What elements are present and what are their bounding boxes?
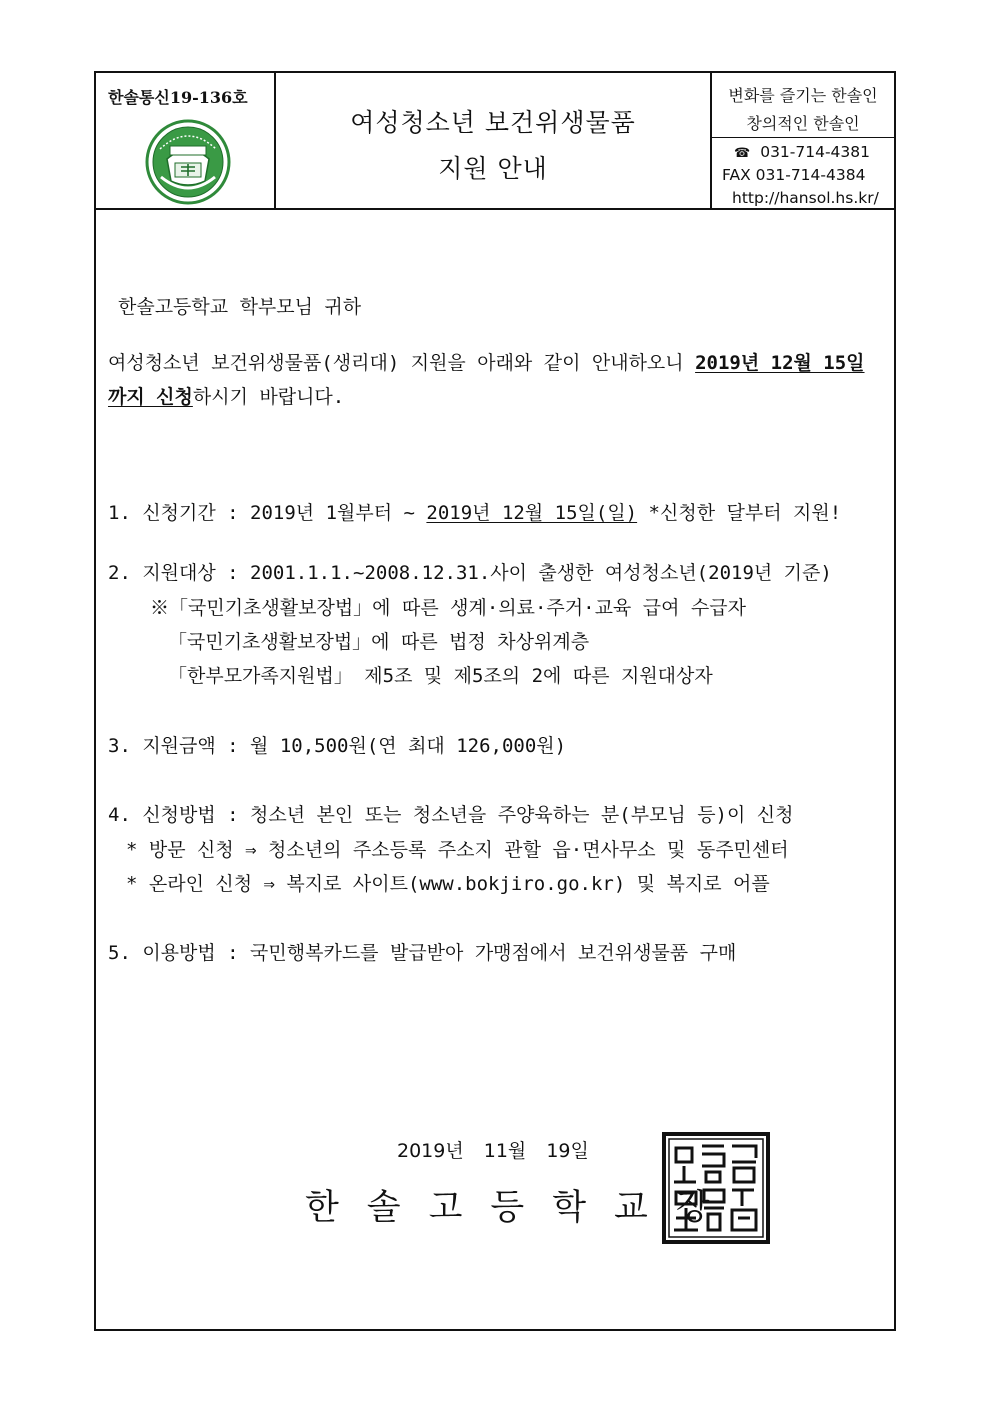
item1-label: 1. 신청기간 : 2019년 1월부터 ~ <box>108 502 427 524</box>
method-online: * 온라인 신청 ⇒ 복지로 사이트(www.bokjiro.go.kr) 및 복지로 어플 <box>126 873 770 895</box>
school-slogan-line1: 변화를 즐기는 한솔인 <box>728 86 878 105</box>
item1-deadline: 2019년 12월 15일(일) <box>426 502 638 524</box>
telephone-number: 031-714-4381 <box>760 143 871 161</box>
item-application-period <box>108 498 841 525</box>
school-emblem-icon <box>145 119 231 205</box>
letterhead <box>96 73 894 210</box>
recipient-line: 한솔고등학교 학부모님 귀하 <box>118 296 362 318</box>
telephone-line <box>734 143 870 161</box>
letterhead-title-cell <box>276 73 712 208</box>
deadline-date: 2019년 12월 15일 <box>695 352 865 374</box>
intro-text: 여성청소년 보건위생물품(생리대) 지원을 아래와 같이 안내하오니 <box>108 352 696 374</box>
contact-divider <box>712 137 894 138</box>
method-visit: * 방문 신청 ⇒ 청소년의 주소등록 주소지 관할 읍·면사무소 및 동주민센터 <box>126 839 789 861</box>
intro-paragraph-line2 <box>108 382 344 409</box>
school-website: http://hansol.hs.kr/ <box>732 189 879 207</box>
item-eligibility: 2. 지원대상 : 2001.1.1.~2008.12.31.사이 출생한 여성청소년(2019년 기준) <box>108 562 832 584</box>
eligibility-sub3: 「한부모가족지원법」 제5조 및 제5조의 2에 따른 지원대상자 <box>168 665 713 687</box>
school-slogan-line2: 창의적인 한솔인 <box>746 114 860 133</box>
item-application-method: 4. 신청방법 : 청소년 본인 또는 청소년을 주양육하는 분(부모님 등)이 신청 <box>108 804 794 826</box>
fax-number: FAX 031-714-4384 <box>722 166 866 184</box>
telephone-icon: ☎ <box>734 146 751 161</box>
issue-date: 2019년 11월 19일 <box>397 1140 589 1162</box>
document-title-line1: 여성청소년 보건위생물품 <box>350 108 636 137</box>
issue-number: 한솔통신19-136호 <box>108 88 248 107</box>
item-support-amount: 3. 지원금액 : 월 10,500원(연 최대 126,000원) <box>108 735 567 757</box>
deadline-action: 까지 신청 <box>108 386 193 408</box>
letterhead-left <box>96 73 276 208</box>
eligibility-sub2: 「국민기초생활보장법」에 따른 법정 차상위계층 <box>168 631 590 653</box>
intro-paragraph-line1 <box>108 348 865 375</box>
intro-closing: 하시기 바랍니다. <box>192 386 345 408</box>
item-usage-method: 5. 이용방법 : 국민행복카드를 발급받아 가맹점에서 보건위생물품 구매 <box>108 942 737 964</box>
item1-note: *신청한 달부터 지원! <box>637 502 842 524</box>
letterhead-contact-cell <box>712 73 894 208</box>
principal-signature: 한솔고등학교장 <box>305 1188 738 1228</box>
eligibility-sub1: ※「국민기초생활보장법」에 따른 생계·의료·주거·교육 급여 수급자 <box>150 597 746 619</box>
official-seal-icon <box>662 1132 770 1244</box>
document-title-line2: 지원 안내 <box>438 154 548 183</box>
